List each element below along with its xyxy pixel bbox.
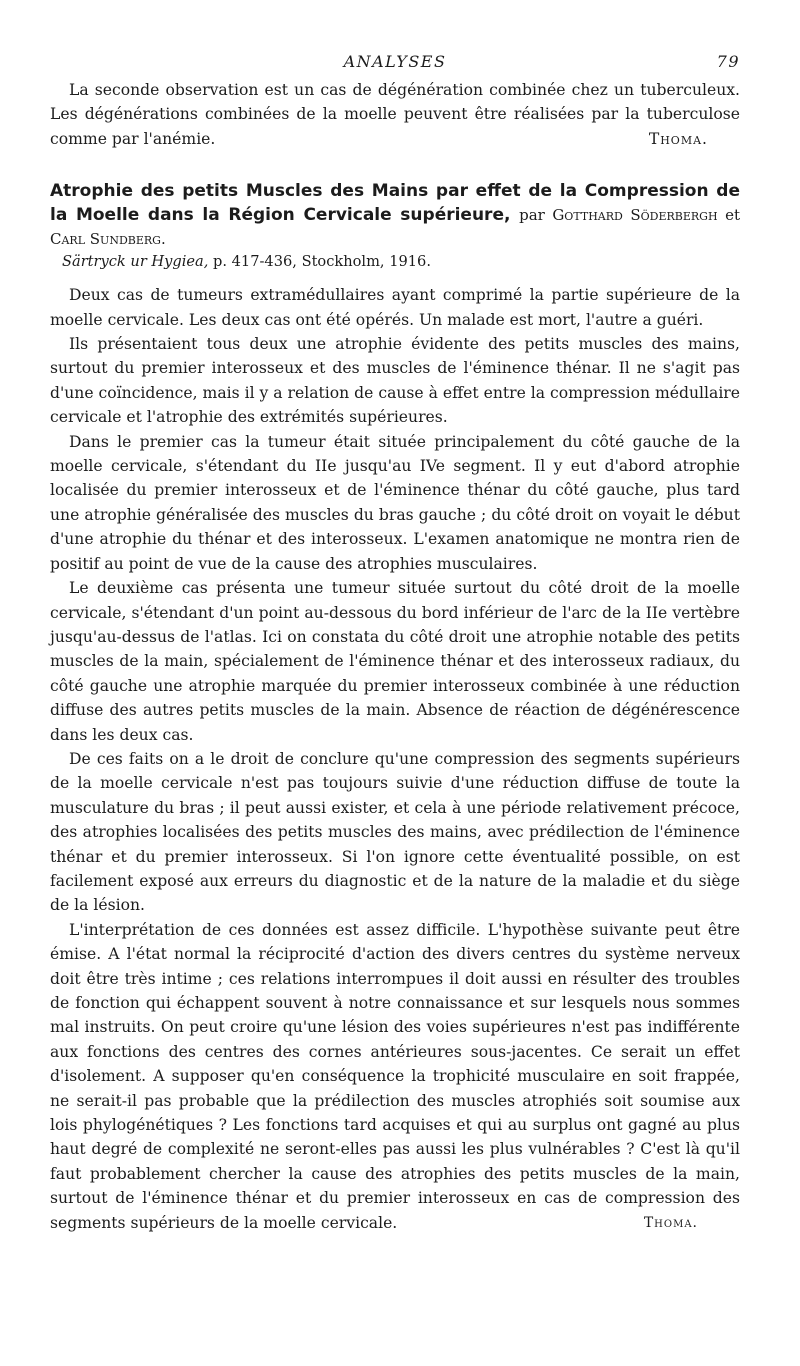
body-paragraph-2: Ils présentaient tous deux une atrophie évidente des petits muscles des mains, surtout du premier interosseux et des muscles de l'éminence thénar. Il ne s'agit pas d'une coïncidence, mais il y a relation de cause à effet entre la compression médullaire cervicale et l'atrophie des extrémités supérieures. bbox=[50, 335, 740, 427]
page bbox=[50, 52, 740, 1235]
article-reference bbox=[50, 251, 740, 273]
final-paragraph-wrap bbox=[50, 918, 740, 1235]
body-paragraph-4: Le deuxième cas présenta une tumeur située surtout du côté droit de la moelle cervicale, s'étendant d'un point au-dessous du bord inférieur de l'arc de la IIe vertèbre jusqu'au-dessus de l'atlas. Ici on constata du côté droit une atrophie notable des petits muscles de la main, spécialement de l'éminence thénar et des interosseux radiaux, du côté gauche une atrophie marquée du premier interosseux combinée à une réduction diffuse des autres petits muscles de la main. Absence de réaction de dégénérescence dans les deux cas. bbox=[50, 579, 740, 744]
article-body bbox=[50, 283, 740, 1235]
body-paragraph-1: Deux cas de tumeurs extramédullaires ayant comprimé la partie supérieure de la moelle cervicale. Les deux cas ont été opérés. Un malade est mort, l'autre a guéri. bbox=[50, 286, 740, 329]
running-head bbox=[50, 52, 740, 78]
article-signature: Thoma. bbox=[643, 1214, 698, 1231]
article-title-text: Atrophie des petits Muscles des Mains par effet de la Compression de la Moelle dans la Région Cervicale supérieure, bbox=[50, 181, 740, 226]
previous-article-signature: Thoma. bbox=[648, 129, 708, 148]
body-paragraph-6: L'interprétation de ces données est assez difficile. L'hypothèse suivante peut être émise. A l'état normal la réciprocité d'action des divers centres du système nerveux doit être très intime ; ces relations interrompues il doit aussi en résulter des troubles de fonction qui échappent souvent à notre connaissance et sur lesquels nous sommes mal instruits. On peut croire qu'une lésion des voies supérieures n'est pas indifférente aux fonctions des centres des cornes antérieures sous-jacentes. Ce serait un effet d'isolement. A supposer qu'en conséquence la trophicité musculaire en soit frappée, ne serait-il pas probable que la prédilection des muscles atrophiés soit soumise aux lois phylogénétiques ? Les fonctions tard acquises et qui au surplus ont gagné au plus haut degré de complexité ne seront-elles pas aussi les plus vulnérables ? C'est là qu'il faut probablement chercher la cause des atrophies des petits muscles de la main, surtout de l'éminence thénar et du premier interosseux en cas de compression des segments supérieurs de la moelle cervicale. Thoma. bbox=[50, 918, 740, 1235]
author-2: Carl Sundberg. bbox=[50, 230, 166, 249]
citation-details: p. 417-436, Stockholm, 1916. bbox=[213, 253, 431, 271]
body-paragraph-5: De ces faits on a le droit de conclure qu'une compression des segments supérieurs de la moelle cervicale n'est pas toujours suivie d'une réduction diffuse de toute la musculature du bras ; il peut aussi exister, et cela à une période relativement précoce, des atrophies localisées des petits muscles des mains, avec prédilection de l'éminence thénar et du premier interosseux. Si l'on ignore cette éventualité possible, on est facilement exposé aux erreurs du diagnostic et de la nature de la maladie et du siège de la lésion. bbox=[50, 749, 740, 915]
running-head-title: ANALYSES bbox=[343, 52, 447, 71]
article-byline: par Gotthard Söderbergh et Carl Sundberg. bbox=[50, 206, 740, 249]
previous-article-end bbox=[50, 78, 740, 151]
body-paragraph-3: Dans le premier cas la tumeur était située principalement du côté gauche de la moelle cervicale, s'étendant du IIe jusqu'au IVe segment. Il y eut d'abord atrophie localisée du premier interosseux et de l'éminence thénar du côté gauche, plus tard une atrophie généralisée des muscles du bras gauche ; du côté droit on voyait le début d'une atrophie du thénar et des interosseux. L'examen anatomique ne montra rien de positif au point de vue de la cause des atrophies musculaires. bbox=[50, 432, 740, 573]
journal-name: Särtryck ur Hygiea, bbox=[62, 253, 209, 271]
previous-article-paragraph: La seconde observation est un cas de dégénération combinée chez un tuberculeux. Les dégénérations combinées de la moelle peuvent être réalisées par la tuberculose comme par l'anémie. Thoma. bbox=[50, 78, 740, 151]
article-title bbox=[50, 179, 740, 251]
page-number: 79 bbox=[716, 52, 740, 71]
author-1: Gotthard Söderbergh bbox=[552, 206, 718, 225]
